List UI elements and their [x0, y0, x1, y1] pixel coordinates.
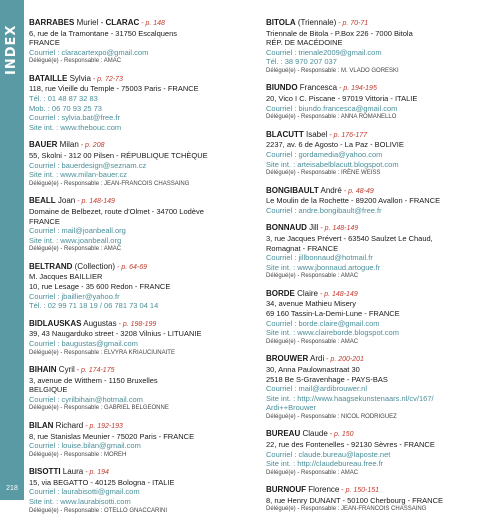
- entry-last-name: BONGIBAULT: [266, 185, 319, 195]
- entry-address-line: 20, Vico I C. Piscane - 97019 Vittoria - ITALIE: [266, 94, 418, 104]
- index-entry: [266, 289, 478, 346]
- entry-delegate: Délégué(e) - Responsable : AMAC: [29, 58, 122, 65]
- index-entry: [29, 18, 241, 66]
- entry-contact[interactable]: Courriel : andre.bongibault@free.fr: [266, 205, 382, 215]
- entry-contact[interactable]: Site int. : www.jbonnaud.artogue.fr: [266, 262, 381, 272]
- entry-pages: - p. 150: [327, 431, 354, 439]
- entry-contact[interactable]: Tél. : 38 970 207 037: [266, 57, 337, 67]
- entry-contact[interactable]: Site int. : www.claireborde.blogspot.com: [266, 328, 399, 338]
- entry-contact[interactable]: Site int. : www.milan-bauer.cz: [29, 170, 127, 180]
- entry-first-name: Claude: [300, 429, 328, 439]
- entry-first-name: Ardi: [308, 354, 325, 364]
- entry-address-line: 55, Skolni - 312 00 Pilsen - RÉPUBLIQUE TCHÈQUE: [29, 151, 208, 161]
- entry-pages: - p. 198-199: [116, 320, 157, 328]
- entry-pages: - p. 194: [83, 469, 109, 477]
- entry-address-line: 8, rue Henry DUNANT - 50100 Cherbourg - FRANCE: [266, 495, 444, 505]
- entry-first-name: Florence: [306, 485, 340, 495]
- entry-address-line: Domaine de Belbezet, route d'Olmet - 34700 Lodève: [29, 206, 204, 216]
- index-entry: [266, 223, 478, 280]
- entry-contact[interactable]: Courriel : jillbonnaud@hotmail.fr: [266, 253, 373, 263]
- entry-name: [266, 289, 478, 300]
- entry-address-line: 118, rue Vieille du Temple - 75003 Paris - FRANCE: [29, 84, 199, 94]
- entry-name: [29, 319, 241, 330]
- entry-first-name: André: [318, 185, 342, 195]
- index-entry: [266, 83, 478, 121]
- entry-contact[interactable]: Courriel : louise.bilan@gmail.com: [29, 441, 141, 451]
- entry-pages: - p. 70-71: [336, 20, 369, 27]
- entry-delegate: Délégué(e) - Responsable : NICOL RODRIGUEZ: [266, 413, 397, 420]
- entry-pages: - p. 150-151: [339, 487, 380, 495]
- entry-name: [266, 83, 478, 94]
- entry-contact[interactable]: Site int. : http://www.haagsekunstenaars.nl/cv/167/: [266, 393, 434, 403]
- entry-name: [266, 130, 478, 141]
- entry-last-name: BATAILLE: [29, 73, 68, 83]
- entry-name: [266, 354, 478, 365]
- entry-last-name: BIHAIN: [29, 365, 57, 375]
- entry-pages: - p. 176-177: [327, 131, 368, 139]
- entry-name: [29, 467, 241, 478]
- entry-contact[interactable]: Courriel : claracartexpo@gmail.com: [29, 47, 149, 57]
- entry-pages: - p. 208: [78, 142, 105, 150]
- entry-contact[interactable]: Site int. : arteisabelblacutt.blogspot.com: [266, 159, 399, 169]
- entry-address-line: 2518 Be S-Gravenhage - PAYS-BAS: [266, 374, 388, 384]
- index-entry: [29, 467, 241, 515]
- entry-contact[interactable]: Mob. : 06 70 93 25 73: [29, 103, 102, 113]
- entry-address-line: Triennale de Bitola - P.Box 226 - 7000 Bitola: [266, 28, 413, 38]
- entry-contact[interactable]: Courriel : mail@ardibrouwer.nl: [266, 384, 367, 394]
- entry-address-line: 3, rue Jacques Prévert - 63540 Saulzet Le Chaud,: [266, 234, 433, 243]
- entry-delegate: Délégué(e) - Responsable : OTELLO GNACCARINI: [29, 507, 168, 514]
- entry-last-name: BORDE: [266, 288, 295, 298]
- entry-delegate: Délégué(e) - Responsable : MOREH: [29, 451, 127, 458]
- side-bar: [0, 100, 24, 500]
- entry-contact[interactable]: Courriel : gordamedia@yahoo.com: [266, 149, 383, 159]
- entry-name: [266, 429, 478, 440]
- entry-delegate: Délégué(e) - Responsable : ELVYRA KRIAUCIUNAITE: [29, 349, 175, 356]
- entry-address-line: Le Moulin de la Rochette - 89200 Avallon - FRANCE: [266, 196, 441, 206]
- entry-first-name: Isabel: [303, 129, 328, 139]
- index-entry: [29, 421, 241, 459]
- entry-contact[interactable]: Courriel : jbaillier@yahoo.fr: [29, 291, 120, 301]
- entry-delegate: Délégué(e) - Responsable : ANNA ROMANELLO: [266, 114, 397, 121]
- entry-contact[interactable]: Courriel : claude.bureau@laposte.net: [266, 449, 391, 459]
- page-number: 218: [6, 485, 18, 492]
- entry-contact[interactable]: Courriel : biundo.francesca@gmail.com: [266, 103, 398, 113]
- entry-name: [29, 262, 241, 273]
- entry-address-line: FRANCE: [29, 216, 60, 226]
- index-entry: [266, 130, 478, 178]
- entry-last-name: BARRABES: [29, 18, 75, 27]
- entry-pages: - p. 148: [139, 20, 165, 27]
- entry-delegate: Délégué(e) - Responsable : JEAN-FRANCOIS CHASSAING: [29, 180, 190, 187]
- index-entry: [29, 262, 241, 311]
- left-column: [29, 18, 241, 523]
- entry-delegate: Délégué(e) - Responsable : IRÈNE WEISS: [266, 170, 381, 177]
- entry-name: [29, 421, 241, 432]
- entry-last-name-alt: CLARAC: [105, 18, 140, 27]
- entry-first-name: Augustas: [81, 318, 117, 328]
- entry-name: [266, 485, 478, 496]
- entry-delegate: Délégué(e) - Responsable : AMAC: [29, 246, 122, 253]
- entry-name: [29, 196, 241, 207]
- entry-first-name: Sylvia: [67, 73, 91, 83]
- entry-pages: - p. 148-149: [318, 290, 358, 298]
- entry-last-name: BLACUTT: [266, 129, 304, 139]
- entry-last-name: BELTRAND: [29, 261, 73, 271]
- entry-name: [266, 223, 478, 234]
- entry-address-line: RÉP. DE MACÉDOINE: [266, 38, 343, 48]
- entry-name: [266, 18, 478, 29]
- entry-address-line: 39, 43 Naugarduko street - 3208 Vilnius - LITUANIE: [29, 329, 202, 339]
- entry-last-name: BEALL: [29, 196, 56, 206]
- entry-name: [29, 74, 241, 85]
- index-entry: [266, 186, 478, 216]
- index-entry: [29, 319, 241, 357]
- entry-first-name: Cyril: [56, 365, 75, 375]
- entry-address-line: 69 160 Tassin-La-Demi-Lune - FRANCE: [266, 309, 400, 319]
- entry-address-line: 2237, av. 6 de Agosto - La Paz - BOLIVIE: [266, 140, 404, 150]
- entry-name: [29, 18, 241, 29]
- entry-address-line: 8, rue Stanislas Meunier - 75020 Paris - FRANCE: [29, 431, 195, 441]
- entry-contact[interactable]: Site int. : http://claudebureau.free.fr: [266, 459, 384, 469]
- entry-contact[interactable]: Courriel : cyrilbihain@hotmail.com: [29, 394, 143, 404]
- entry-first-name: Richard: [53, 420, 84, 430]
- index-entry: [29, 74, 241, 133]
- section-title: INDEX: [4, 24, 19, 76]
- entry-contact[interactable]: Courriel : laurabisotti@gmail.com: [29, 487, 140, 497]
- entry-address-line: BELGIQUE: [29, 385, 68, 395]
- entry-contact[interactable]: Ardi++Brouwer: [266, 403, 317, 413]
- entry-pages: - p. 64-69: [115, 263, 148, 271]
- entry-delegate: Délégué(e) - Responsable : AMAC: [266, 273, 359, 280]
- entry-name: [29, 365, 241, 376]
- entry-first-name: Milan: [57, 140, 79, 150]
- entry-first-name: (Collection): [72, 261, 116, 271]
- entry-pages: - p. 148-149: [75, 198, 115, 206]
- entry-address-line: M. Jacques BAILLIER: [29, 272, 103, 282]
- entry-first-name: Claire: [294, 288, 319, 298]
- entry-name: [29, 140, 241, 151]
- entry-address-line: FRANCE: [29, 38, 60, 48]
- entry-name: [266, 186, 478, 197]
- entry-contact[interactable]: Site int. : www.joanbeall.org: [29, 235, 122, 245]
- index-entry: [266, 354, 478, 421]
- entry-pages: - p. 148-149: [318, 225, 359, 233]
- entry-contact[interactable]: Courriel : mail@joanbeall.org: [29, 226, 126, 236]
- index-entry: [29, 196, 241, 253]
- entry-last-name: BILAN: [29, 420, 54, 430]
- entry-last-name: BUREAU: [266, 429, 301, 439]
- entry-address-line: 15, via BEGATTO - 40125 Bologna - ITALIE: [29, 477, 175, 487]
- entry-last-name: BURNOUF: [266, 485, 306, 495]
- entry-pages: - p. 174-175: [74, 367, 115, 375]
- entry-delegate: Délégué(e) - Responsable : M. VLADO GORESKI: [266, 67, 399, 74]
- right-column: [266, 18, 478, 522]
- entry-address-line: 3, avenue de Witthem - 1150 Bruxelles: [29, 375, 158, 385]
- index-entry: [266, 429, 478, 477]
- entry-address-line: 34, avenue Mathieu Misery: [266, 299, 357, 309]
- entry-pages: - p. 192-193: [83, 422, 123, 430]
- entry-address-line: Romagnat - FRANCE: [266, 243, 339, 253]
- entry-last-name: BROUWER: [266, 354, 309, 364]
- entry-pages: - p. 200-201: [324, 356, 364, 364]
- entry-last-name: BAUER: [29, 140, 58, 150]
- entry-last-name: BONNAUD: [266, 223, 307, 233]
- index-entry: [29, 365, 241, 413]
- entry-address-line: 22, rue des Fontenelles - 92130 Sèvres - FRANCE: [266, 440, 435, 449]
- entry-last-name: BISOTTI: [29, 467, 61, 477]
- entry-delegate: Délégué(e) - Responsable : AMAC: [266, 338, 359, 345]
- entry-contact[interactable]: Site int. : www.thebouc.com: [29, 122, 122, 132]
- entry-first-name: (Triennale): [295, 18, 337, 27]
- entry-last-name: BIUNDO: [266, 83, 298, 93]
- entry-pages: - p. 194-195: [337, 85, 377, 93]
- entry-contact[interactable]: Courriel : baugustas@gmail.com: [29, 338, 138, 348]
- entry-first-name: Muriel -: [74, 18, 106, 27]
- entry-delegate: Délégué(e) - Responsable : GABRIEL BELGEONNE: [29, 405, 169, 412]
- entry-last-name: BIDLAUSKAS: [29, 318, 82, 328]
- entry-pages: - p. 72-73: [90, 75, 123, 83]
- entry-first-name: Jill: [306, 223, 319, 233]
- entry-contact[interactable]: Tél. : 01 48 87 32 83: [29, 94, 98, 104]
- entry-address-line: 30, Anna Paulownastraat 30: [266, 364, 360, 374]
- entry-contact[interactable]: Tél. : 02 99 71 18 19 / 06 781 73 04 14: [29, 301, 159, 311]
- entry-first-name: Laura: [60, 467, 84, 477]
- entry-address-line: 10, rue Lesage - 35 600 Redon - FRANCE: [29, 281, 171, 291]
- entry-delegate: Délégué(e) - Responsable : AMAC: [266, 469, 359, 476]
- entry-contact[interactable]: Courriel : bauerdesign@seznam.cz: [29, 160, 147, 170]
- entry-contact[interactable]: Courriel : borde.claire@gmail.com: [266, 318, 380, 328]
- entry-address-line: 6, rue de la Tramontane - 31750 Escalquens: [29, 28, 178, 38]
- entry-last-name: BITOLA: [266, 18, 296, 27]
- entry-contact[interactable]: Site int. : www.laurabisotti.com: [29, 496, 131, 506]
- entry-contact[interactable]: Courriel : sylvia.bat@free.fr: [29, 113, 120, 123]
- index-tab: [0, 0, 24, 100]
- entry-delegate: Délégué(e) - Responsable : JEAN-FRANCOIS CHASSAING: [266, 506, 427, 513]
- entry-first-name: Francesca: [297, 83, 338, 93]
- entry-first-name: Joan: [55, 196, 76, 206]
- entry-pages: - p. 48-49: [341, 187, 374, 195]
- entry-contact[interactable]: Courriel : trienale2009@gmail.com: [266, 47, 382, 57]
- index-entry: [266, 18, 478, 75]
- index-entry: [29, 140, 241, 188]
